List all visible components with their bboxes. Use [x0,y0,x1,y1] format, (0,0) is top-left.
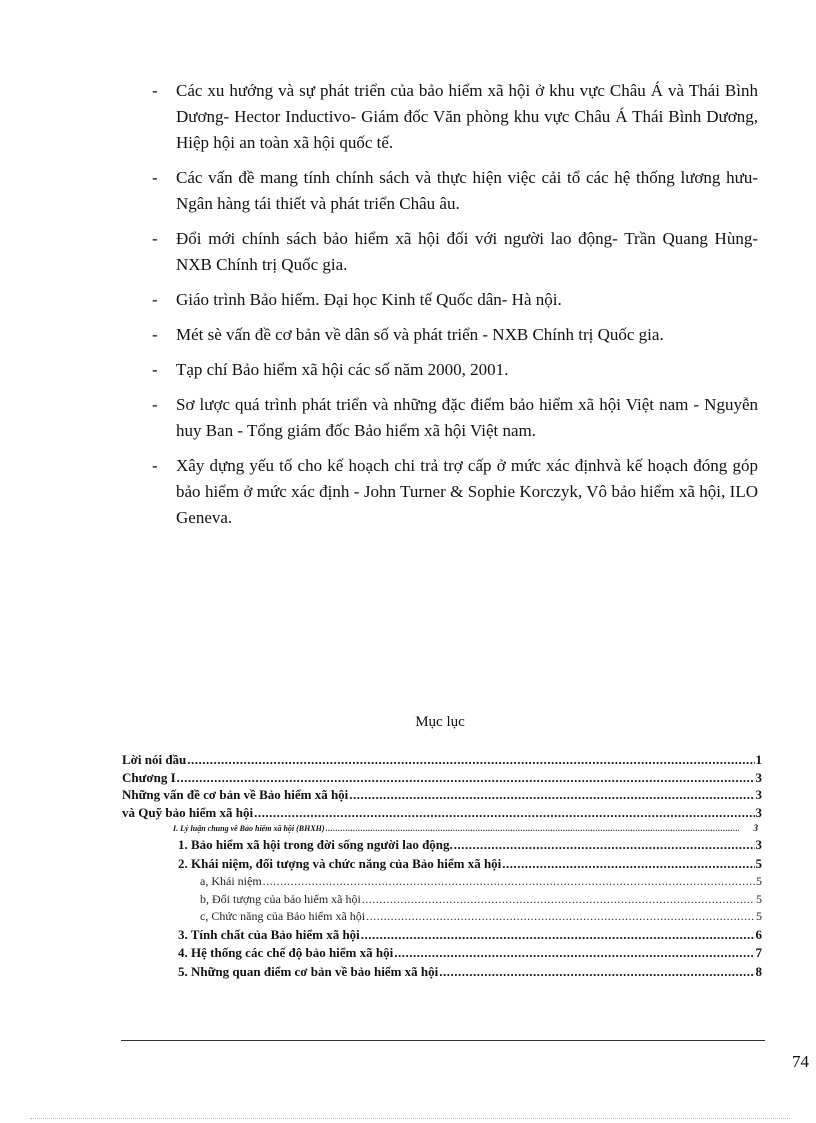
reference-text: Các xu hướng và sự phát triển của bảo hiểm xã hội ở khu vực Châu Á và Thái Bình Dương- Hector Inductivo- Giám đốc Văn phòng khu vực Châu Á Thái Bình Dương, Hiệp hội an toàn xã hội quốc tế. [176,81,758,152]
toc-page-number: 3 [755,769,762,785]
toc-leader [177,769,755,787]
toc-leader [263,873,755,891]
reference-item [152,165,758,217]
toc-leader [362,891,755,909]
toc-leader [361,926,755,945]
bullet-dash: - [152,325,158,344]
toc-page-number: 5 [756,909,762,923]
toc-page-number: 3 [753,823,758,833]
reference-item [152,453,758,531]
toc-leader [326,822,739,836]
reference-text: Mét sè vấn đề cơ bản về dân số và phát triển - NXB Chính trị Quốc gia. [176,325,664,344]
bullet-dash: - [152,360,158,379]
toc-page-number: 7 [755,945,762,960]
toc-entry[interactable] [122,873,762,891]
toc-entry[interactable] [122,804,762,822]
footer-rule [121,1040,765,1041]
toc-page-number: 8 [755,963,762,979]
toc-entry[interactable] [122,821,762,836]
toc-entry-text: 5. Những quan điểm cơ bản về bảo hiểm xã hội [178,963,439,979]
toc-leader [439,963,754,982]
toc-entry-text: Những vấn đề cơ bản về Bảo hiểm xã hội [122,787,349,802]
toc-entry[interactable] [122,926,762,945]
bullet-dash: - [152,168,158,187]
reference-item [152,226,758,278]
toc-leader [187,751,754,769]
toc-entry-text: 4. Hệ thống các chế độ bảo hiểm xã hội [178,945,394,960]
toc-entry-text: và Quỹ bảo hiểm xã hội [122,804,254,820]
reference-item [152,392,758,444]
toc-leader [454,836,755,855]
bullet-dash: - [152,81,158,100]
toc-page-number: 5 [756,891,762,906]
toc-entry[interactable] [122,786,762,804]
reference-text: Giáo trình Bảo hiểm. Đại học Kinh tế Quốc dân- Hà nội. [176,290,562,309]
bullet-dash: - [152,290,158,309]
reference-text: Xây dựng yếu tố cho kế hoạch chi trả trợ cấp ở mức xác địnhvà kế hoạch đóng góp bảo hiểm ở mức xác định - John Turner & Sophie Korczyk, Vô bảo hiểm xã hội, ILO Geneva. [176,456,758,527]
reference-text: Sơ lược quá trình phát triển và những đặc điểm bảo hiểm xã hội Việt nam - Nguyễn huy Ban - Tổng giám đốc Bảo hiểm xã hội Việt nam. [176,395,758,440]
reference-item [152,287,758,313]
toc-entry-text: c, Chức năng của Bảo hiểm xã hội [200,909,366,923]
bullet-dash: - [152,229,158,248]
toc-entry-text: 3. Tính chất của Bảo hiểm xã hội [178,926,360,942]
toc-entry[interactable] [122,855,762,874]
reference-item [152,322,758,348]
toc-leader [502,855,754,874]
toc-entry-text: Chương I [122,769,176,785]
bullet-dash: - [152,395,158,414]
reference-text: Các vấn đề mang tính chính sách và thực hiện việc cải tổ các hệ thống lương hưu- Ngân hàng tái thiết và phát triển Châu âu. [176,168,758,213]
toc-entry[interactable] [122,908,762,926]
toc-entry[interactable] [122,836,762,855]
toc-page-number: 3 [755,837,762,852]
toc-page-number: 1 [755,752,762,767]
toc-entry[interactable] [122,963,762,982]
toc-title: Mục lục [415,714,465,730]
toc-entry-text: I. Lý luận chung về Bảo hiểm xã hội (BHXH) [173,824,325,833]
toc-entry[interactable] [122,751,762,769]
page-number: 74 [792,1052,809,1071]
reference-text: Tạp chí Bảo hiểm xã hội các số năm 2000, 2001. [176,360,509,379]
toc-entry[interactable] [122,769,762,787]
toc-entry-text: a, Khái niệm [200,874,262,888]
toc-page-number: 3 [755,787,762,802]
toc-page-number: 6 [755,926,762,942]
table-of-contents [122,751,762,981]
toc-entry-text: 1. Bảo hiểm xã hội trong đời sống người lao động. [178,837,453,852]
reference-text: Đổi mới chính sách bảo hiểm xã hội đối với người lao động- Trần Quang Hùng- NXB Chính trị Quốc gia. [176,229,758,274]
toc-entry[interactable] [122,944,762,963]
reference-item [152,78,758,156]
toc-entry-text: 2. Khái niệm, đối tượng và chức năng của Bảo hiểm xã hội [178,855,502,871]
toc-leader [254,804,754,822]
toc-entry-text: b, Đối tượng của bảo hiểm xã hội [200,891,361,906]
bullet-dash: - [152,456,158,475]
toc-leader [349,786,754,804]
toc-page-number: 5 [755,855,762,871]
toc-entry[interactable] [122,891,762,909]
toc-leader [366,908,755,926]
page-edge-dotted-line [30,1118,790,1119]
reference-list [152,78,758,540]
toc-leader [394,944,754,963]
toc-page-number: 3 [755,804,762,820]
toc-page-number: 5 [756,874,762,888]
toc-entry-text: Lời nói đầu [122,752,187,767]
reference-item [152,357,758,383]
